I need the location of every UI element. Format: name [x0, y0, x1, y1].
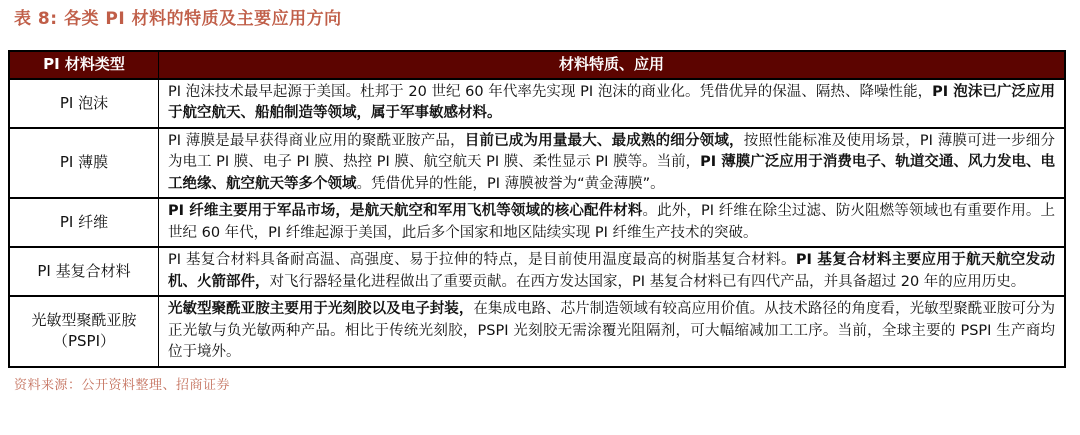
description-segment: PI 基复合材料具备耐高温、高强度、易于拉伸的特点，是目前使用温度最高的树脂基复合材料。: [168, 252, 796, 268]
description-segment-bold: PI 基复合材料主要应用于航天航空发动机、火箭部件，: [168, 252, 1055, 290]
description-segment-bold: PI 薄膜广泛应用于消费电子、轨道交通、风力发电、电工绝缘、航空航天等多个领域: [168, 154, 1055, 192]
material-description-cell: [159, 297, 1064, 366]
description-segment: PI 薄膜是最早获得商业应用的聚酰亚胺产品，: [168, 132, 465, 149]
description-segment: PI 泡沫技术最早起源于美国。杜邦于 20 世纪 60 年代率先实现 PI 泡沫的商业化。凭借优异的保温、隔热、降噪性能，: [168, 83, 933, 100]
material-type-cell: PI 泡沫: [10, 80, 159, 127]
table-row: [10, 127, 1064, 198]
description-segment-bold: PI 纤维主要用于军品市场，是航天航空和军用飞机等领域的核心配件材料: [168, 203, 643, 219]
material-description-cell: [159, 248, 1064, 295]
table-row: [10, 295, 1064, 366]
description-segment: 按照性能标准及使用场景，PI 薄膜可进一步细分为电工 PI 膜、电子 PI 膜、热控 PI 膜、航空航天 PI 膜、柔性显示 PI 膜等。当前，: [168, 132, 1055, 170]
table-row: [10, 197, 1064, 246]
material-type-cell: PI 薄膜: [10, 129, 159, 198]
column-header-traits-application: 材料特质、应用: [558, 55, 664, 73]
table-body: [10, 78, 1064, 366]
description-segment-bold: PI 泡沫已广泛应用于航空航天、船舶制造等领域，属于军事敏感材料。: [168, 83, 1056, 121]
material-description-cell: [159, 80, 1064, 127]
table-title: 表 8: 各类 PI 材料的特质及主要应用方向: [14, 9, 342, 29]
column-header-material-type: PI 材料类型: [10, 52, 159, 78]
table-row: [10, 78, 1064, 127]
description-segment-bold: 光敏型聚酰亚胺主要用于光刻胶以及电子封装，: [168, 301, 474, 317]
description-segment-bold: 目前已成为用量最大、最成熟的细分领域，: [464, 132, 744, 149]
table-row: [10, 246, 1064, 295]
description-segment: 。此外，PI 纤维在除尘过滤、防火阻燃等领域也有重要作用。上世纪 60 年代，PI 纤维起源于美国，此后多个国家和地区陆续实现 PI 纤维生产技术的突破。: [168, 203, 1055, 241]
pi-materials-table: [8, 50, 1066, 368]
material-type-cell: 光敏型聚酰亚胺（PSPI）: [10, 297, 159, 366]
table-header-row: [10, 52, 1064, 78]
source-note: 资料来源：公开资料整理、招商证券: [14, 377, 231, 393]
material-type-cell: PI 纤维: [10, 199, 159, 246]
description-segment: 。凭借优异的性能，PI 薄膜被誉为“黄金薄膜”。: [356, 175, 665, 192]
material-description-cell: [159, 199, 1064, 246]
description-segment: 对飞行器轻量化进程做出了重要贡献。在西方发达国家，PI 基复合材料已有四代产品，并具备超过 20 年的应用历史。: [269, 273, 1026, 290]
material-type-cell: PI 基复合材料: [10, 248, 159, 295]
material-description-cell: [159, 129, 1064, 198]
description-segment: 在集成电路、芯片制造领域有较高应用价值。从技术路径的角度看，光敏型聚酰亚胺可分为正光敏与负光敏两种产品。相比于传统光刻胶，PSPI 光刻胶无需涂覆光阻隔剂，可大幅缩减加工工序。当前，全球主要的 PSPI 生产商均位于境外。: [168, 301, 1055, 360]
